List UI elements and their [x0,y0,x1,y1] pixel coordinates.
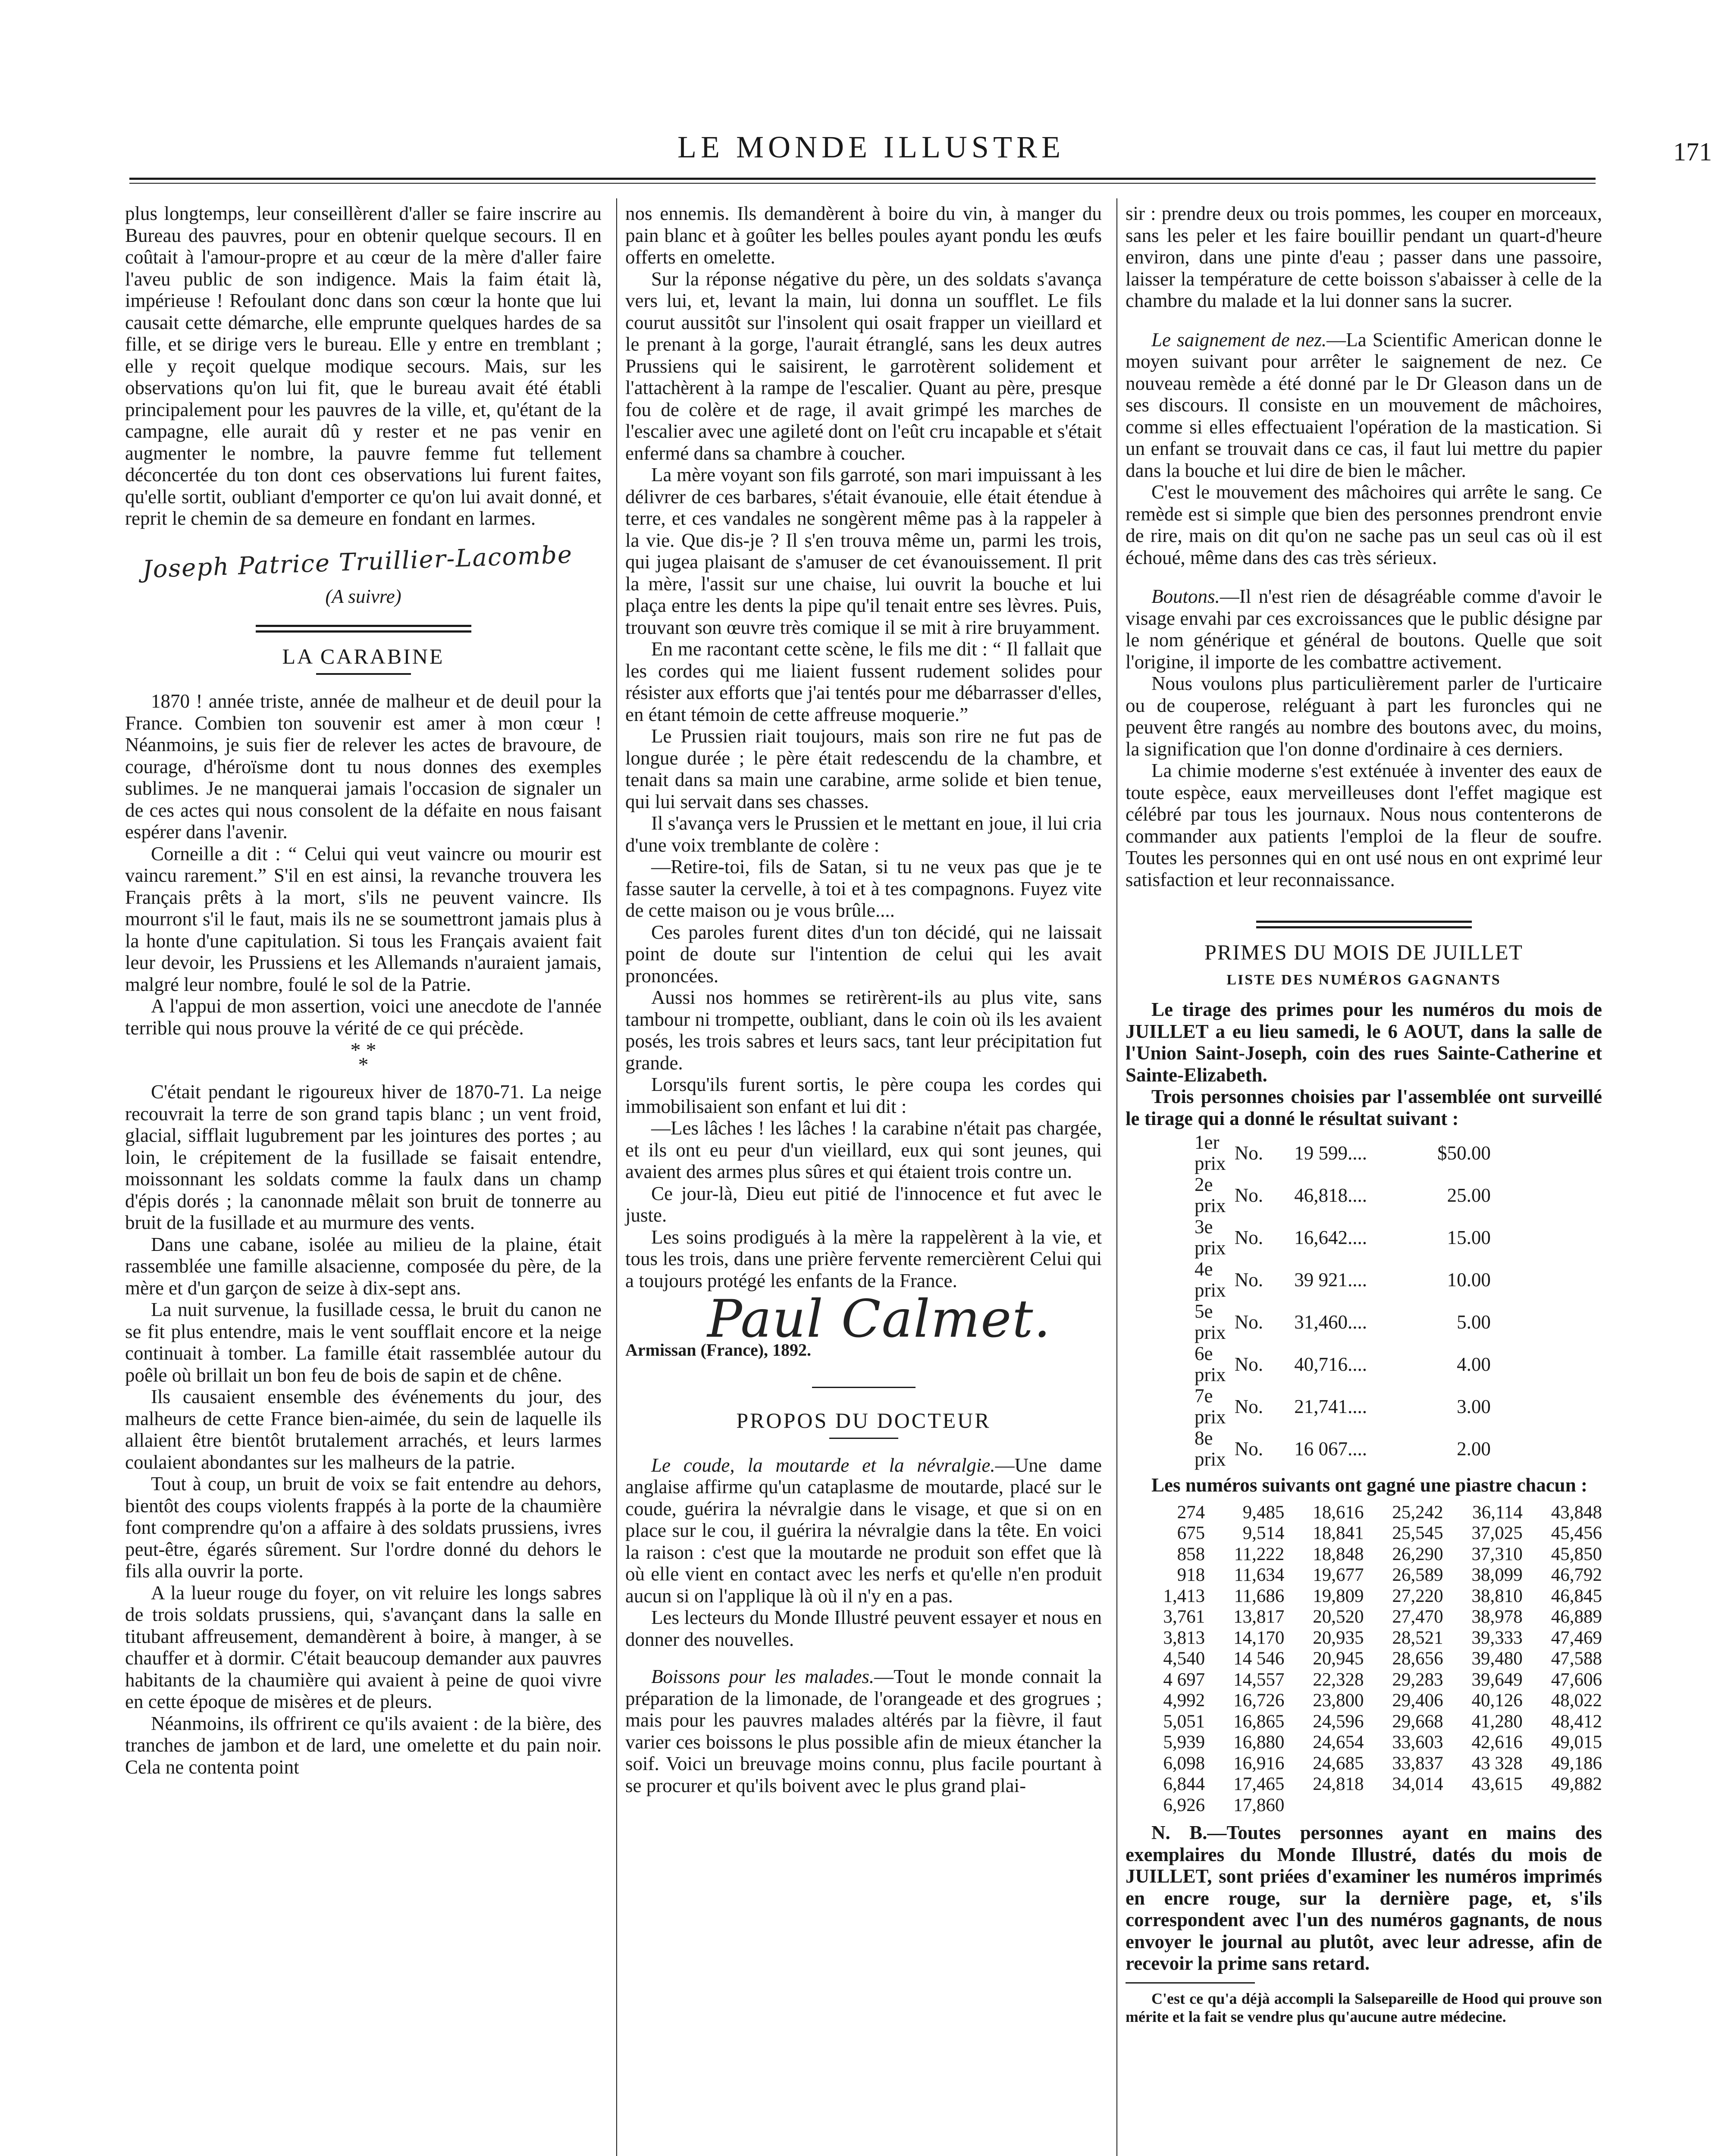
prize-amount: 2.00 [1457,1438,1491,1460]
paragraph: Les numéros suivants ont gagné une piastre chacun : [1151,1474,1587,1496]
winning-number: 18,841 [1313,1523,1364,1543]
title-underline [316,673,411,675]
paragraph-gap [1126,568,1602,586]
winning-number: 11,634 [1234,1565,1285,1585]
to-be-continued: (A suivre) [325,586,401,607]
column-1 [125,203,602,1778]
winning-number: 16,880 [1233,1732,1285,1752]
winning-number: 40,126 [1471,1690,1523,1711]
paragraph: Néanmoins, ils offrirent ce qu'ils avaient : de la bière, des tranches de jambon et de lard, une omelette et du pain noir. Cela ne contenta point [125,1712,602,1778]
winning-number: 39,480 [1471,1648,1523,1669]
paragraph: Dans une cabane, isolée au milieu de la plaine, était rassemblée une famille alsacienne, composée du père, de la mère et d'un garçon de seize à dix-sept ans. [125,1233,602,1299]
header-rule-thin [129,183,1596,184]
numbers-row [1126,1670,1602,1691]
paragraph: Corneille a dit : “ Celui qui veut vaincre ou mourir est vaincu rarement.” S'il en est ainsi, la revanche trouvera les Français prêts à la mort, s'ils ne peuvent vaincre. Ils mourront s'il le faut, mais ils ne se soumettront jamais plus à la honte d'une capitulation. Si tous les Français avaient fait leur devoir, les Prussiens et les Allemands n'auraient jamais, malgré leur nombre, foulé le sol de la Patrie. [125,843,602,995]
paragraph: Le Prussien riait toujours, mais son rire ne fut pas de longue durée ; le père était redescendu de la chambre, et tenait dans sa main une carabine, arme solide et bien tenue, qui lui servait dans ses chasses. [625,725,1102,812]
prize-number: 19 599.... [1294,1142,1367,1164]
prize-no-label: No. [1234,1311,1263,1333]
winning-number: 20,520 [1313,1607,1364,1627]
winning-number: 16,865 [1233,1711,1285,1732]
winning-number: 3,813 [1163,1627,1205,1648]
prize-amount: 3.00 [1457,1395,1491,1417]
prize-amount: 15.00 [1447,1226,1491,1248]
prize-number: 40,716.... [1294,1353,1367,1375]
winning-number: 25,545 [1392,1523,1443,1543]
prize-row [1126,1343,1602,1385]
winning-number: 4 697 [1163,1669,1205,1690]
winning-number: 49,882 [1551,1774,1602,1794]
winning-number: 46,845 [1551,1586,1602,1606]
winning-number: 274 [1177,1502,1205,1523]
numbers-row [1126,1586,1602,1607]
paragraph: Ce jour-là, Dieu eut pitié de l'innocence et fut avec le juste. [625,1182,1102,1226]
paragraph: Les soins prodigués à la mère la rappelèrent à la vie, et tous les trois, dans une prière fervente remercièrent Celui qui a toujours protégé les enfants de la France. [625,1226,1102,1291]
paragraph: Aussi nos hommes se retirèrent-ils au plus vite, sans tambour ni trompette, oubliant, dans le coin où ils les avaient posés, les trois sabres et leurs sacs, tant leur précipitation fut grande. [625,987,1102,1074]
winning-number: 18,616 [1313,1502,1364,1523]
numbers-row [1126,1544,1602,1565]
prize-amount: 10.00 [1447,1269,1491,1291]
paragraph: N. B.—Toutes personnes ayant en mains des exemplaires du Monde Illustré, datés du mois de JUILLET, sont priées d'examiner les numéros imprimés en encre rouge, sur la dernière page, et, s'ils correspondent avec l'un des numéros gagnants, de nous envoyer le journal au plutôt, avec leur adresse, afin de recevoir la prime sans retard. [1126,1822,1602,1974]
numbers-row [1126,1628,1602,1649]
prize-rank: 5e prix [1195,1300,1226,1343]
section-title-primes: PRIMES DU MOIS DE JUILLET [1204,940,1523,964]
prize-row [1126,1174,1602,1216]
numbers-row [1126,1502,1602,1523]
prize-no-label: No. [1234,1395,1263,1417]
column-2 [625,203,1102,1796]
prize-no-label: No. [1234,1184,1263,1206]
subheading: Boutons. [1151,586,1220,607]
winning-number: 22,328 [1313,1669,1364,1690]
section-title-carabine: LA CARABINE [282,644,445,668]
title-underline [829,1438,898,1439]
prize-number: 16 067.... [1294,1438,1367,1460]
winning-number: 26,290 [1392,1544,1443,1564]
winning-number: 43,848 [1551,1502,1602,1523]
prize-row [1126,1301,1602,1343]
winning-number: 20,945 [1313,1648,1364,1669]
numbers-row [1126,1690,1602,1711]
winning-number: 39,333 [1471,1627,1523,1648]
paragraph: C'était pendant le rigoureux hiver de 1870-71. La neige recouvrait la terre de son grand tapis blanc ; un vent froid, glacial, sifflait lugubrement par les jointures des portes ; au loin, le crépitement de la fusillade se faisait entendre, moissonnant les soldats comme la faulx dans un champ d'épis dorés ; la canonnade mêlait son bruit de tonnerre au bruit de la fusillade et au murmure des vents. [125,1081,602,1233]
prize-number: 21,741.... [1294,1395,1367,1417]
winning-number: 19,677 [1313,1565,1364,1585]
winning-number: 27,470 [1392,1607,1443,1627]
author-signature: Paul Calmet. [707,1289,1051,1349]
prize-number: 39 921.... [1294,1269,1367,1291]
prize-amount: 5.00 [1457,1311,1491,1333]
winning-number: 4,540 [1163,1648,1205,1669]
paragraph: Sur la réponse négative du père, un des soldats s'avança vers lui, et, levant la main, lui donna un soufflet. Le fils courut aussitôt sur l'insolent qui osait frapper un vieillard et le prenant à la gorge, l'aurait étranglé, sans les deux autres Prussiens qui le saisirent, le garrotèrent solidement et l'attachèrent à la rampe de l'escalier. Quant au père, presque fou de colère et de rage, il avait grimpé les marches de l'escalier avec une agileté dont on l'eût cru incapable et s'était enfermé dans sa chambre à coucher. [625,268,1102,464]
paragraph: Nous voulons plus particulièrement parler de l'urticaire ou de couperose, reléguant à part les furoncles qui ne peuvent être rangés au nombre des boutons avec, du moins, la signification que l'on donne d'ordinaire à ces derniers. [1126,673,1602,760]
winning-number: 11,222 [1234,1544,1285,1564]
winning-number: 13,817 [1233,1607,1285,1627]
winning-number: 24,685 [1313,1753,1364,1774]
prize-amount: 4.00 [1457,1353,1491,1375]
winning-number: 11,686 [1234,1586,1285,1606]
winning-number: 49,186 [1551,1753,1602,1774]
winning-number [1364,1795,1443,1816]
winning-number: 37,025 [1471,1523,1523,1543]
paragraph: —Les lâches ! les lâches ! la carabine n'était pas chargée, et ils ont eu peur d'un vieillard, eux qui sont jeunes, qui avaient des armes plus sûres et qui étaient trois contre un. [625,1117,1102,1182]
winning-number: 47,469 [1551,1627,1602,1648]
winning-number: 36,114 [1472,1502,1523,1523]
section-title-propos: PROPOS DU DOCTEUR [736,1408,991,1432]
paragraph: A l'appui de mon assertion, voici une anecdote de l'année terrible qui nous prouve la vérité de ce qui précède. [125,995,602,1039]
winning-number: 47,606 [1551,1669,1602,1690]
winning-number: 37,310 [1471,1544,1523,1564]
paragraph-text: —Tout le monde connait la préparation de la limonade, de l'orangeade et des grogrues ; mais pour les pauvres malades altérés par la fièvre, il faut varier ces boissons le plus possible afin de mieux étancher la soif. Voici un breuvage moins connu, plus facile pourtant à se procurer et qu'ils boivent avec le plus grand plai- [625,1666,1102,1796]
winning-number: 858 [1177,1544,1205,1564]
winning-number: 1,413 [1163,1586,1205,1606]
winning-number: 16,916 [1233,1753,1285,1774]
winning-number: 9,514 [1242,1523,1285,1543]
numbers-row [1126,1795,1602,1816]
header-rule-thick [129,178,1596,180]
numbers-row [1126,1565,1602,1586]
winning-number: 29,406 [1392,1690,1443,1711]
paragraph: Le tirage des primes pour les numéros du mois de JUILLET a eu lieu samedi, le 6 AOUT, dans la salle de l'Union Saint-Joseph, coin des rues Sainte-Catherine et Sainte-Elizabeth. [1126,999,1602,1086]
winning-number: 38,099 [1471,1565,1523,1585]
paragraph [625,1454,1102,1607]
winning-number: 26,589 [1392,1565,1443,1585]
winning-number: 28,656 [1392,1648,1443,1669]
winning-number: 14,170 [1233,1627,1285,1648]
prize-amount: $50.00 [1437,1142,1491,1164]
paragraph-text: —Il n'est rien de désagréable comme d'avoir le visage envahi par ces excroissances que le public désigne par le nom générique et général de boutons. Quelle que soit l'origine, il importe de les combattre activement. [1126,586,1602,673]
column-3 [1126,203,1602,2026]
paragraph: C'est le mouvement des mâchoires qui arrête le sang. Ce remède est si simple que bien des personnes prendront envie de rire, mais on dit qu'on ne sache pas un seul cas où il est échoué, même dans des cas très sérieux. [1126,481,1602,568]
winning-number: 20,935 [1313,1627,1364,1648]
paragraph: En me racontant cette scène, le fils me dit : “ Il fallait que les cordes qui me liaient fussent rudement solides pour résister aux efforts que j'ai tentés pour me débarrasser d'elles, en étant témoin de cette affreuse moquerie.” [625,638,1102,725]
winning-number: 24,596 [1313,1711,1364,1732]
winning-number: 38,810 [1471,1586,1523,1606]
prize-row [1126,1259,1602,1301]
numbers-row [1126,1711,1602,1733]
winning-number: 5,939 [1163,1732,1205,1752]
numbers-row [1126,1523,1602,1544]
prize-row [1126,1428,1602,1470]
winning-number: 34,014 [1392,1774,1443,1794]
winning-number: 42,616 [1471,1732,1523,1752]
numbers-row [1126,1732,1602,1753]
winning-number: 18,848 [1313,1544,1364,1564]
winning-number: 43,615 [1471,1774,1523,1794]
paragraph: Ces paroles furent dites d'un ton décidé, qui ne laissait point de doute sur l'intention de celui qui les avait prononcées. [625,921,1102,987]
winning-number: 4,992 [1163,1690,1205,1711]
prize-rank: 1er prix [1195,1131,1226,1174]
subheading: Boissons pour les malades. [651,1666,875,1687]
prize-no-label: No. [1234,1353,1263,1375]
paragraph [1126,586,1602,673]
winning-number: 41,280 [1471,1711,1523,1732]
winning-number: 675 [1177,1523,1205,1543]
footnote-rule [1126,1982,1255,1984]
newspaper-title: LE MONDE ILLUSTRE [677,130,1065,164]
column-divider-1 [616,198,617,2156]
winning-number: 46,792 [1551,1565,1602,1585]
winning-number: 5,051 [1163,1711,1205,1732]
prize-no-label: No. [1234,1438,1263,1460]
subheading: Le saignement de nez. [1151,329,1327,351]
winning-number: 38,978 [1471,1607,1523,1627]
footnote: C'est ce qu'a déjà accompli la Salsepareille de Hood qui prouve son mérite et la fait se vendre plus qu'aucune autre médecine. [1126,1990,1602,2025]
section-subtitle: LISTE DES NUMÉROS GAGNANTS [1226,971,1501,988]
numbers-row [1126,1753,1602,1774]
winning-number: 43 328 [1471,1753,1523,1774]
paragraph: La chimie moderne s'est exténuée à inventer des eaux de toute espèce, eaux merveilleuses dont l'effet magique est célébré par tous les journaux. Nous nous contenterons de commander aux patients l'emploi de la fleur de soufre. Toutes les personnes qui en ont usé nous en ont exprimé leur satisfaction et leur reconnaissance. [1126,760,1602,890]
section-divider [1256,921,1472,928]
numbers-row [1126,1648,1602,1670]
prize-row [1126,1385,1602,1428]
winning-number: 45,456 [1551,1523,1602,1543]
subheading: Le coude, la moutarde et la névralgie. [651,1454,995,1476]
winning-number: 3,761 [1163,1607,1205,1627]
prize-row [1126,1216,1602,1259]
page-number: 171 [1673,138,1712,166]
author-signature: Joseph Patrice Truillier-Lacombe [142,540,574,584]
paragraph: Lorsqu'ils furent sortis, le père coupa les cordes qui immobilisaient son enfant et lui dit : [625,1074,1102,1117]
winning-number: 48,022 [1551,1690,1602,1711]
winning-number: 48,412 [1551,1711,1602,1732]
asterism: * * * [350,1039,376,1076]
paragraph: A la lueur rouge du foyer, on vit reluire les longs sabres de trois soldats prussiens, qui, s'avançant dans la salle en titubant affreusement, demandèrent à boire, à manger, à se chauffer et à dormir. C'était beaucoup demander aux pauvres habitants de la chaumière qui avaient à peine de quoi vivre en cette époque de misères et de pleurs. [125,1582,602,1712]
winning-number: 29,283 [1392,1669,1443,1690]
winning-number: 918 [1177,1565,1205,1585]
winning-number: 6,844 [1163,1774,1205,1794]
winning-number: 19,809 [1313,1586,1364,1606]
paragraph: Tout à coup, un bruit de voix se fait entendre au dehors, bientôt des coups violents frappés à la porte de la chaumière font comprendre qu'on a affaire à des soldats prussiens, ivres peut-être, égarés sûrement. Sur l'ordre donné du dehors le fils alla ouvrir la porte. [125,1473,602,1582]
paragraph: Trois personnes choisies par l'assemblée ont surveillé le tirage qui a donné le résultat suivant : [1126,1086,1602,1129]
prize-amount: 25.00 [1447,1184,1491,1206]
winning-number: 47,588 [1551,1648,1602,1669]
prize-number: 16,642.... [1294,1226,1367,1248]
prize-number: 31,460.... [1294,1311,1367,1333]
paragraph: Les lecteurs du Monde Illustré peuvent essayer et nous en donner des nouvelles. [625,1607,1102,1650]
prize-table [1126,1132,1602,1470]
prize-row [1126,1132,1602,1174]
winning-number: 24,818 [1313,1774,1364,1794]
paragraph: —Retire-toi, fils de Satan, si tu ne veux pas que je te fasse sauter la cervelle, à toi et à tes compagnons. Fuyez vite de cette maison ou je vous brûle.... [625,856,1102,921]
prize-rank: 7e prix [1195,1385,1226,1428]
paragraph-gap [625,1650,1102,1666]
paragraph [625,1666,1102,1796]
column-divider-2 [1116,198,1117,2156]
winning-numbers-table [1126,1502,1602,1816]
place-and-date: Armissan (France), 1892. [625,1340,812,1360]
paragraph [1126,329,1602,482]
paragraph: La mère voyant son fils garroté, son mari impuissant à les délivrer de ces barbares, s'était évanouie, elle était étendue à terre, et ces vandales ne songèrent même pas à la rappeler à la vie. Que dis-je ? Il s'en trouva même un, parmi les trois, qui jugea plaisant de s'amuser de cet évanouissement. Il prit la mère, l'assit sur une chaise, lui ouvrit la bouche et lui plaça entre les dents la pipe qu'il tenait entre ses lèvres. Puis, trouvant son œuvre très comique il se mit à rire bruyamment. [625,464,1102,638]
winning-number: 29,668 [1392,1711,1443,1732]
prize-rank: 4e prix [1195,1258,1226,1301]
winning-number: 14,557 [1233,1669,1285,1690]
winning-number: 16,726 [1233,1690,1285,1711]
winning-number: 24,654 [1313,1732,1364,1752]
winning-number: 33,837 [1392,1753,1443,1774]
paragraph: sir : prendre deux ou trois pommes, les couper en morceaux, sans les peler et les faire bouillir pendant un quart-d'heure environ, dans une pinte d'eau ; passer dans une passoire, laisser la température de cette boisson s'abaisser à celle de la chambre du malade et la lui donner sans la sucrer. [1126,203,1602,311]
prize-rank: 3e prix [1195,1216,1226,1259]
winning-number [1523,1795,1602,1816]
paragraph-gap [1126,312,1602,329]
section-divider [812,1387,916,1388]
winning-number: 14 546 [1233,1648,1285,1669]
winning-number: 17,465 [1233,1774,1285,1794]
paragraph-text: —Une dame anglaise affirme qu'un cataplasme de moutarde, placé sur le coude, guérira la névralgie dans le visage, et que si on en place sur le cou, il guérira la névralgie dans la tête. En voici la raison : c'est que la moutarde ne produit son effet que là où elle vient en contact avec les nerfs et qu'elle n'en produit aucun si on l'applique là où il n'y en a pas. [625,1454,1102,1607]
winning-number: 39,649 [1471,1669,1523,1690]
prize-rank: 6e prix [1195,1343,1226,1385]
prize-no-label: No. [1234,1142,1263,1164]
winning-number: 6,098 [1163,1753,1205,1774]
prize-rank: 2e prix [1195,1174,1226,1216]
paragraph: Ils causaient ensemble des événements du jour, des malheurs de cette France bien-aimée, du sein de laquelle ils allaient être bientôt brutalement arrachés, et leurs larmes coulaient abondantes sur les malheurs de la patrie. [125,1386,602,1473]
winning-number: 45,850 [1551,1544,1602,1564]
paragraph: Il s'avança vers le Prussien et le mettant en joue, il lui cria d'une voix tremblante de colère : [625,812,1102,856]
winning-number: 49,015 [1551,1732,1602,1752]
paragraph-text: —La Scientific American donne le moyen suivant pour arrêter le saignement de nez. Ce nouveau remède a été donné par le Dr Gleason dans un de ses discours. Il consiste en un mouvement de mâchoires, comme si elles effectuaient l'opération de la mastication. Si un enfant se trouvait dans ce cas, il faut lui mettre du papier dans la bouche et lui dire de bien le mâcher. [1126,329,1602,481]
winning-number: 6,926 [1163,1795,1205,1815]
prize-rank: 8e prix [1195,1427,1226,1470]
winning-number: 28,521 [1392,1627,1443,1648]
winning-number: 9,485 [1242,1502,1285,1523]
prize-no-label: No. [1234,1226,1263,1248]
section-divider [256,625,471,633]
prize-no-label: No. [1234,1269,1263,1291]
winning-number [1443,1795,1523,1816]
winning-number: 46,889 [1551,1607,1602,1627]
winning-number: 27,220 [1392,1586,1443,1606]
winning-number [1284,1795,1364,1816]
paragraph: 1870 ! année triste, année de malheur et de deuil pour la France. Combien ton souvenir est amer à mon cœur ! Néanmoins, je suis fier de relever les actes de bravoure, de courage, d'héroïsme dont tu nous donnes des exemples sublimes. Je ne manquerai jamais l'occasion de signaler un de ces actes qui nous consolent de la défaite en nous faisant espérer dans l'avenir. [125,690,602,843]
winning-number: 23,800 [1313,1690,1364,1711]
prize-number: 46,818.... [1294,1184,1367,1206]
numbers-row [1126,1774,1602,1795]
winning-number: 17,860 [1233,1795,1285,1815]
winning-number: 33,603 [1392,1732,1443,1752]
paragraph: plus longtemps, leur conseillèrent d'aller se faire inscrire au Bureau des pauvres, pour en obtenir quelque secours. Il en coûtait à l'amour-propre et au cœur de la mère d'aller faire l'aveu public de son indigence. Mais la faim était là, impérieuse ! Refoulant donc dans son cœur la honte que lui causait cette démarche, elle emprunte quelques hardes de sa fille, et se dirige vers le bureau. Elle y entre en tremblant ; elle y reçoit quelque modique secours. Mais, sur les observations qu'on lui fit, que le bureau avait été établi principalement pour les pauvres de la ville, et, qu'étant de la campagne, elle aurait dû y rester et ne pas venir en augmenter le nombre, la pauvre femme fut tellement déconcertée du ton dont ces observations lui furent faites, qu'elle sortit, oubliant d'emporter ce qu'on lui avait donné, et reprit le chemin de sa demeure en fondant en larmes. [125,203,602,529]
numbers-row [1126,1607,1602,1628]
winning-number: 25,242 [1392,1502,1443,1523]
paragraph: nos ennemis. Ils demandèrent à boire du vin, à manger du pain blanc et à goûter les belles poules ayant pondu les œufs offerts en omelette. [625,203,1102,268]
paragraph: La nuit survenue, la fusillade cessa, le bruit du canon ne se fit plus entendre, mais le vent soufflait encore et la neige continuait à tomber. La famille était rassemblée autour du poêle où brillait un bon feu de bois de sapin et de chêne. [125,1299,602,1386]
